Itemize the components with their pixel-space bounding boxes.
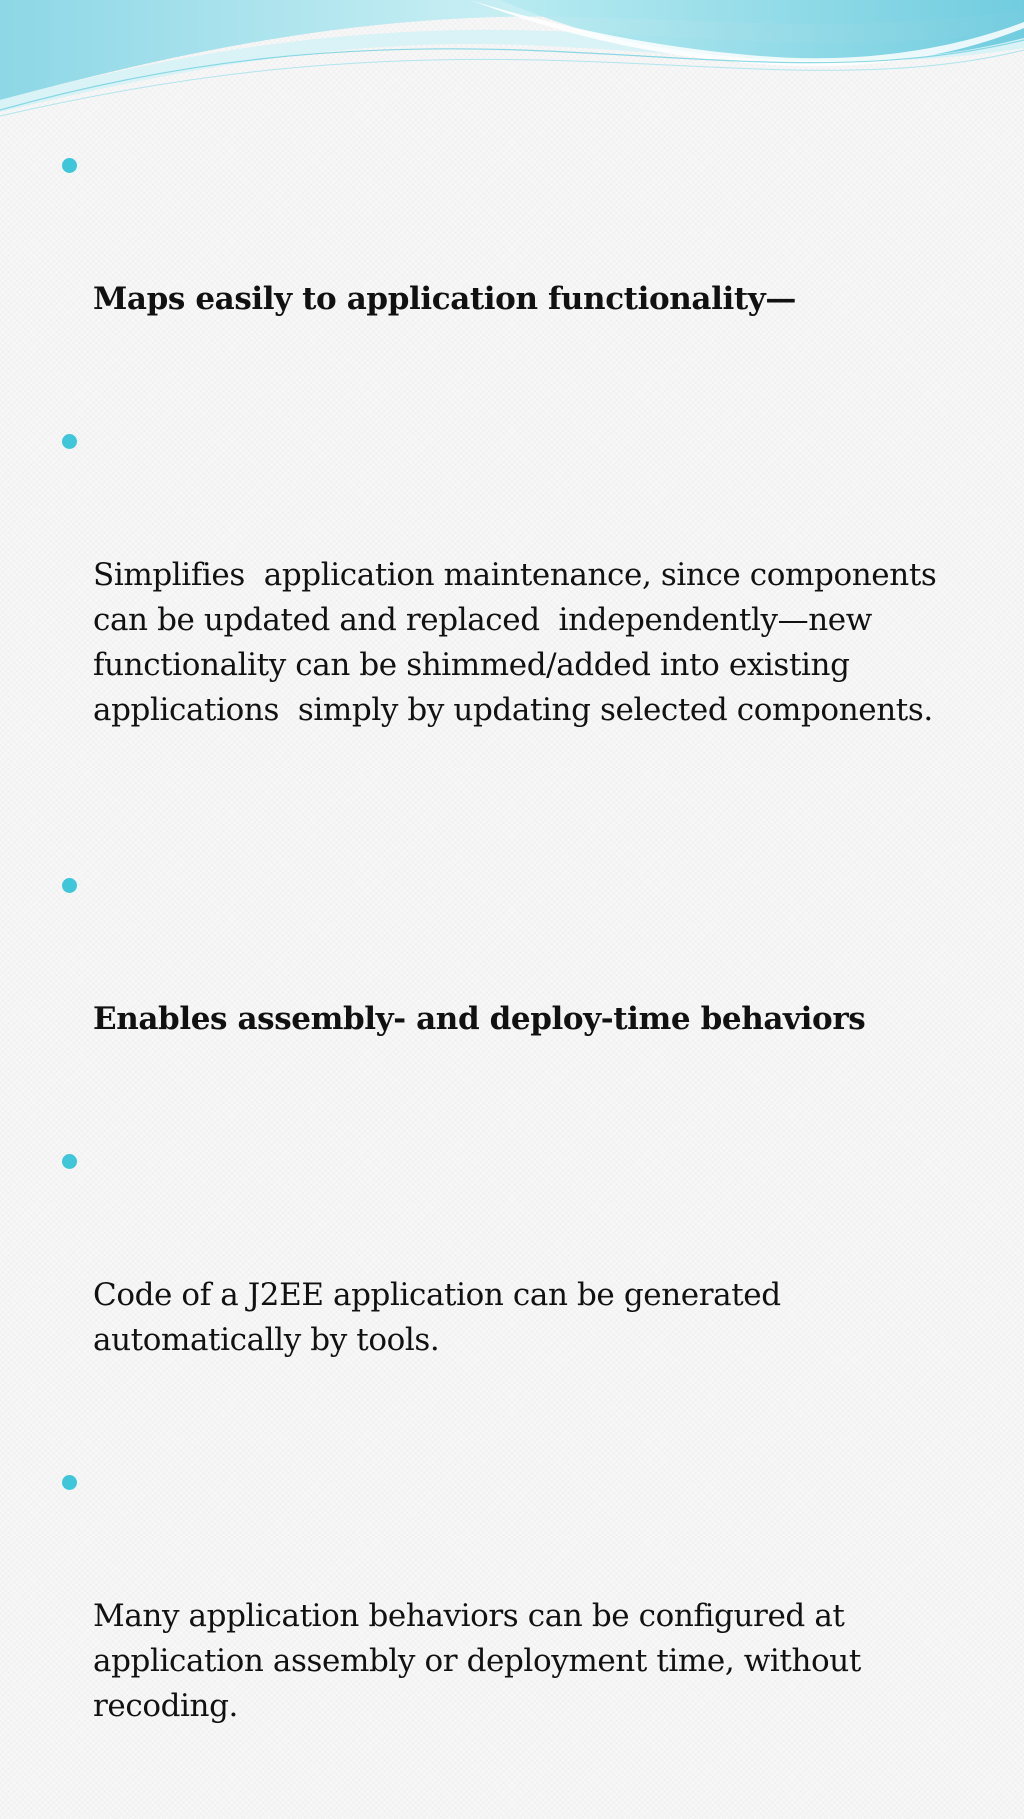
bullet-dot-icon [62, 1154, 77, 1169]
bullet-text: Enables assembly- and deploy-time behaviors [93, 1001, 866, 1037]
bullet-item-4 [60, 1138, 990, 1453]
bullet-item-1 [60, 142, 990, 412]
header-wave-decoration [0, 0, 1024, 130]
bullet-list [60, 142, 990, 1819]
bullet-text: Many application behaviors can be configured at application assembly or deployment time, without recoding. [93, 1598, 871, 1724]
spacer [60, 823, 990, 862]
bullet-item-3 [60, 862, 990, 1132]
bullet-dot-icon [62, 158, 77, 173]
bullet-text: Maps easily to application functionality— [93, 281, 796, 317]
bullet-item-5 [60, 1459, 990, 1819]
bullet-item-2 [60, 418, 990, 823]
bullet-dot-icon [62, 1475, 77, 1490]
bullet-dot-icon [62, 878, 77, 893]
bullet-text: Simplifies application maintenance, since components can be updated and replaced independently—new functionality can be shimmed/added into existing applications simply by updating selected components. [93, 557, 946, 728]
bullet-dot-icon [62, 434, 77, 449]
bullet-text: Code of a J2EE application can be generated automatically by tools. [93, 1277, 791, 1358]
